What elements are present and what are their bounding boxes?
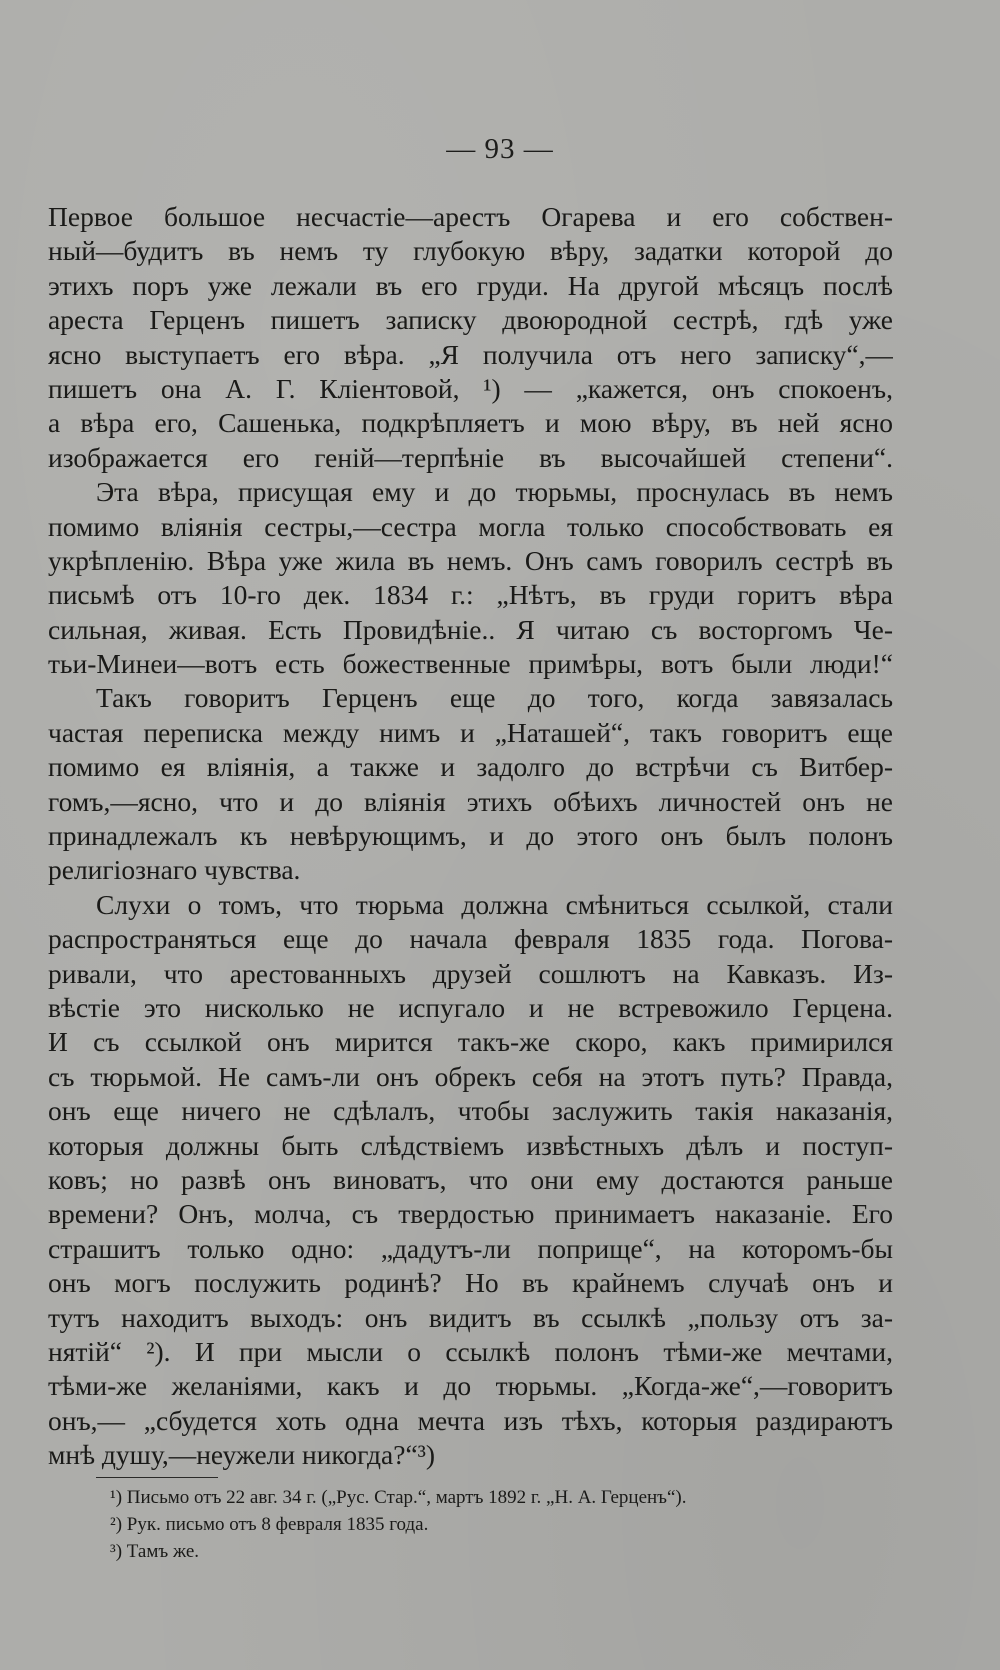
footnote-divider: [96, 1477, 218, 1478]
text-line: вѣстіе это нисколько не испугало и не встревожило Герцена.: [48, 991, 893, 1023]
text-line: съ тюрьмой. Не самъ-ли онъ обрекъ себя на этотъ путь? Правда,: [48, 1060, 893, 1092]
footnote-2: ²) Рук. письмо отъ 8 февраля 1835 года.: [110, 1514, 429, 1535]
text-line: тьи-Минеи—вотъ есть божественные примѣры, вотъ были люди!“: [48, 648, 893, 680]
text-line: времени? Онъ, молча, съ твердостью принимаетъ наказаніе. Его: [48, 1198, 893, 1230]
text-line: распространяться еще до начала февраля 1835 года. Погова-: [48, 923, 893, 955]
footnotes: [110, 1484, 910, 1565]
text-line: Эта вѣра, присущая ему и до тюрьмы, проснулась въ немъ: [96, 476, 893, 508]
text-line: Первое большое несчастіе—арестъ Огарева и его собствен-: [48, 201, 893, 232]
text-line: этихъ поръ уже лежали въ его груди. На другой мѣсяцъ послѣ: [48, 269, 893, 301]
text-line: религіознаго чувства.: [48, 854, 301, 886]
text-line: онъ еще ничего не сдѣлалъ, чтобы заслужить такія наказанія,: [48, 1095, 893, 1127]
text-line: онъ могъ послужить родинѣ? Но въ крайнемъ случаѣ онъ и: [48, 1267, 893, 1299]
text-line: частая переписка между нимъ и „Наташей“, такъ говоритъ еще: [48, 716, 893, 748]
body-text: [48, 200, 893, 1472]
text-line: гомъ,—ясно, что и до вліянія этихъ обѣихъ личностей онъ не: [48, 785, 893, 817]
text-line: мнѣ душу,—неужели никогда?“³): [48, 1439, 436, 1471]
text-line: ареста Герценъ пишетъ записку двоюродной сестрѣ, гдѣ уже: [48, 304, 893, 336]
text-line: принадлежалъ къ невѣрующимъ, и до этого онъ былъ полонъ: [48, 820, 893, 852]
text-line: пишетъ она А. Г. Кліентовой, ¹) — „кажется, онъ спокоенъ,: [48, 372, 893, 404]
text-line: ривали, что арестованныхъ друзей сошлютъ на Кавказъ. Из-: [48, 957, 893, 989]
text-line: нятій“ ²). И при мысли о ссылкѣ полонъ тѣми-же мечтами,: [48, 1335, 893, 1367]
text-line: укрѣпленію. Вѣра уже жила въ немъ. Онъ самъ говорилъ сестрѣ въ: [48, 544, 893, 576]
text-line: Слухи о томъ, что тюрьма должна смѣниться ссылкой, стали: [96, 888, 893, 920]
text-line: ясно выступаетъ его вѣра. „Я получила отъ него записку“,—: [48, 338, 893, 370]
text-line: тутъ находитъ выходъ: онъ видитъ въ ссылкѣ „пользу отъ за-: [48, 1301, 893, 1333]
footnote-3: ³) Тамъ же.: [110, 1541, 199, 1562]
text-line: ный—будитъ въ немъ ту глубокую вѣру, задатки которой до: [48, 235, 893, 267]
text-line: Такъ говоритъ Герценъ еще до того, когда завязалась: [96, 682, 893, 714]
page-number: — 93 —: [446, 133, 554, 165]
text-line: изображается его геній—терпѣніе въ высочайшей степени“.: [48, 441, 893, 473]
text-line: сильная, живая. Есть Провидѣніе.. Я читаю съ восторгомъ Че-: [48, 613, 893, 645]
text-line: помимо вліянія сестры,—сестра могла только способствовать ея: [48, 510, 893, 542]
text-line: онъ,— „сбудется хоть одна мечта изъ тѣхъ, которыя раздираютъ: [48, 1404, 893, 1436]
text-line: письмѣ отъ 10-го дек. 1834 г.: „Нѣтъ, въ груди горитъ вѣра: [48, 579, 893, 611]
text-line: страшитъ только одно: „дадутъ-ли поприще“, на которомъ-бы: [48, 1232, 893, 1264]
text-line: которыя должны быть слѣдствіемъ извѣстныхъ дѣлъ и поступ-: [48, 1129, 893, 1161]
text-line: И съ ссылкой онъ мирится такъ-же скоро, какъ примирился: [48, 1026, 893, 1058]
text-line: помимо ея вліянія, а также и задолго до встрѣчи съ Витбер-: [48, 751, 893, 783]
text-line: ковъ; но развѣ онъ виноватъ, что они ему достаются раньше: [48, 1163, 893, 1195]
footnote-1: ¹) Письмо отъ 22 авг. 34 г. („Рус. Стар.“, мартъ 1892 г. „Н. А. Герценъ“).: [110, 1487, 687, 1508]
text-line: а вѣра его, Сашенька, подкрѣпляетъ и мою вѣру, въ ней ясно: [48, 407, 893, 439]
text-line: тѣми-же желаніями, какъ и до тюрьмы. „Когда-же“,—говоритъ: [48, 1370, 893, 1402]
